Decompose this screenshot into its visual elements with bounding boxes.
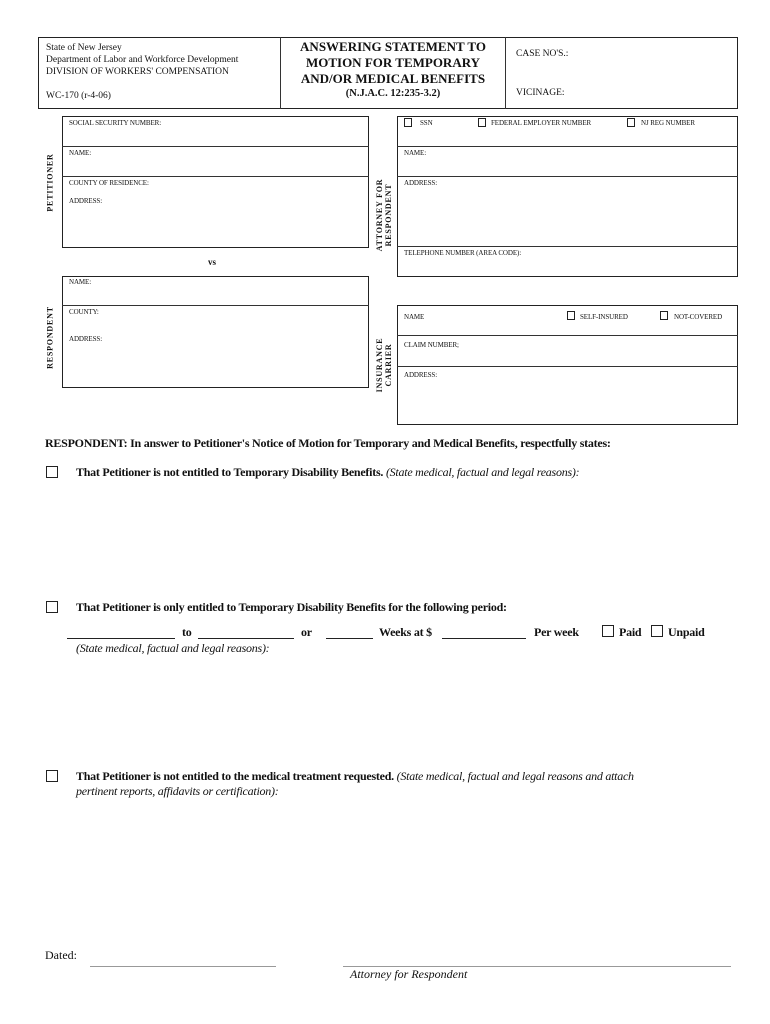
petitioner-address-field[interactable]: ADDRESS: [69,197,103,205]
vicinage-field[interactable]: VICINAGE: [516,88,565,98]
petitioner-name-field[interactable]: NAME: [69,149,92,157]
claim-number-field[interactable]: CLAIM NUMBER; [404,341,459,349]
case-nos-field[interactable]: CASE NO'S.: [516,49,569,59]
petitioner-ssn-field[interactable]: SOCIAL SECURITY NUMBER: [69,119,162,127]
option1-text [76,465,579,480]
divider [397,176,738,177]
weeks-label: Weeks at $ [379,625,432,639]
date-input[interactable] [90,966,276,967]
divider [397,246,738,247]
attorney-name-field[interactable]: NAME: [404,149,427,157]
option1-bold: That Petitioner is not entitled to Temporary Disability Benefits. [76,465,384,479]
vs-label: vs [208,257,217,267]
carrier-address-field[interactable]: ADDRESS: [404,371,438,379]
per-week-label: Per week [534,625,579,639]
nj-reg-number-label: NJ REG NUMBER [641,119,695,127]
carrier-name-field[interactable]: NAME [404,313,425,321]
divider [397,335,738,336]
agency-department: Department of Labor and Workforce Development [46,55,239,65]
respondent-county-field[interactable]: COUNTY: [69,308,99,316]
weeks-input[interactable] [326,638,373,639]
option3-bold: That Petitioner is not entitled to the medical treatment requested. [76,769,394,783]
attorney-address-field[interactable]: ADDRESS: [404,179,438,187]
title-line: ANSWERING STATEMENT TO [300,39,486,54]
option3-checkbox[interactable] [46,770,58,782]
divider [62,146,369,147]
option3-text [76,769,634,784]
unpaid-checkbox[interactable] [651,625,663,637]
nj-reg-number-checkbox[interactable] [627,118,635,127]
signature-label: Attorney for Respondent [350,967,468,981]
unpaid-label: Unpaid [668,625,705,639]
title-line: AND/OR MEDICAL BENEFITS [300,71,486,86]
period-start-input[interactable] [67,638,175,639]
not-covered-label: NOT-COVERED [674,313,723,321]
respondent-section-label: RESPONDENT [45,306,55,369]
period-end-input[interactable] [198,638,294,639]
or-label: or [301,625,312,639]
attorney-label-line: RESPONDENT [384,183,393,247]
not-covered-checkbox[interactable] [660,311,668,320]
option3-italic-continued: pertinent reports, affidavits or certification): [76,784,279,798]
divider [397,146,738,147]
petitioner-section-label: PETITIONER [45,153,55,212]
ssn-checkbox[interactable] [404,118,412,127]
divider [62,305,369,306]
insurance-carrier-box [397,305,738,425]
self-insured-label: SELF-INSURED [580,313,628,321]
option2-checkbox[interactable] [46,601,58,613]
respondent-name-field[interactable]: NAME: [69,278,92,286]
insurance-carrier-section-label [375,325,393,405]
carrier-label-line: CARRIER [384,343,393,387]
attorney-label-line: ATTORNEY FOR [375,178,384,252]
carrier-label-line: INSURANCE [375,337,384,393]
divider [397,366,738,367]
respondent-address-field[interactable]: ADDRESS: [69,335,103,343]
divider [62,176,369,177]
paid-label: Paid [619,625,642,639]
ssn-option-label: SSN [420,119,433,127]
paid-checkbox[interactable] [602,625,614,637]
citation: (N.J.A.C. 12:235-3.2) [345,88,441,99]
agency-division: DIVISION OF WORKERS' COMPENSATION [46,67,229,77]
attorney-section-label [375,175,393,255]
respondent-box [62,276,369,388]
header-divider [505,37,506,109]
option1-checkbox[interactable] [46,466,58,478]
petitioner-county-field[interactable]: COUNTY OF RESIDENCE: [69,179,149,187]
option2-text: That Petitioner is only entitled to Temporary Disability Benefits for the following period: [76,600,507,614]
title-line: MOTION FOR TEMPORARY [305,55,481,70]
option3-italic: (State medical, factual and legal reasons and attach [396,769,634,783]
agency-state: State of New Jersey [46,43,122,53]
dated-label: Dated: [45,948,77,962]
self-insured-checkbox[interactable] [567,311,575,320]
form-title [281,39,505,100]
option1-italic: (State medical, factual and legal reasons): [385,465,580,479]
option2-italic: (State medical, factual and legal reasons): [76,641,270,655]
statement-intro: RESPONDENT: In answer to Petitioner's Notice of Motion for Temporary and Medical Benefits, respectfully states: [45,436,611,450]
form-number: WC-170 (r-4-06) [46,91,111,101]
to-label: to [182,625,192,639]
weekly-amount-input[interactable] [442,638,526,639]
federal-employer-number-checkbox[interactable] [478,118,486,127]
attorney-phone-field[interactable]: TELEPHONE NUMBER (AREA CODE): [404,249,522,257]
federal-employer-number-label: FEDERAL EMPLOYER NUMBER [491,119,592,127]
